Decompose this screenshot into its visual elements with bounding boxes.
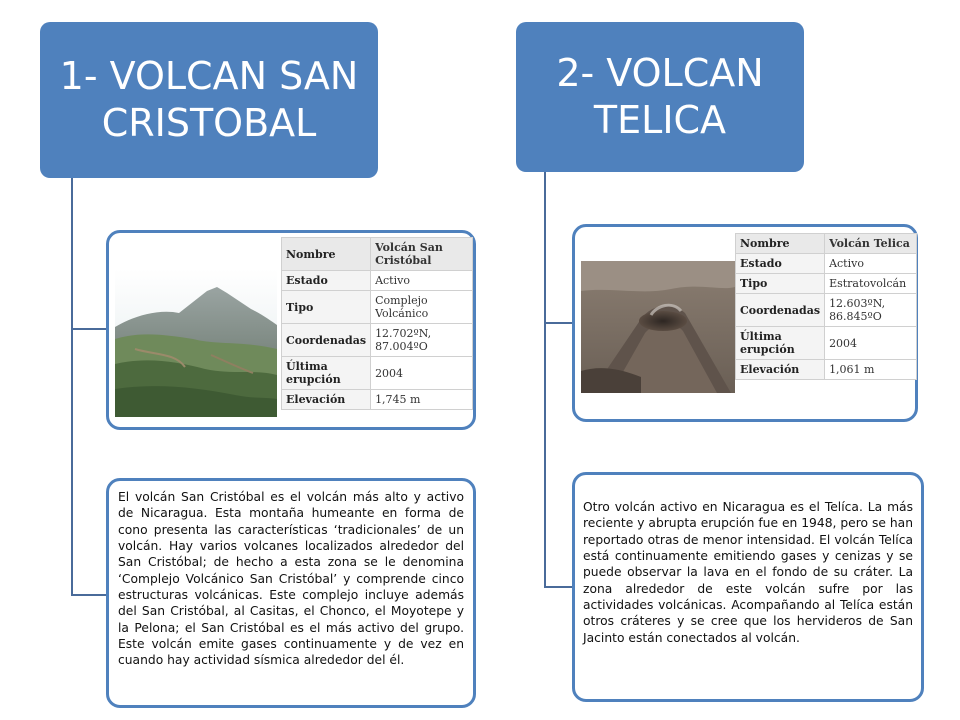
table-value: 12.702ºN, 87.004ºO (371, 324, 473, 357)
table-value: 1,745 m (371, 390, 473, 410)
table-value: Activo (371, 271, 473, 291)
table-value: Activo (825, 254, 917, 274)
connector-line (544, 322, 572, 324)
volcan-telica-photo (581, 261, 735, 393)
table-key: Estado (282, 271, 371, 291)
table-key: Elevación (736, 360, 825, 380)
table-value: Complejo Volcánico (371, 291, 473, 324)
table-key: Nombre (736, 234, 825, 254)
table-row (282, 271, 473, 291)
connector-line (71, 178, 73, 596)
volcan-san-cristobal-photo (115, 269, 277, 417)
table-value: Volcán San Cristóbal (371, 238, 473, 271)
connector-line (544, 172, 546, 588)
table-key: Coordenadas (282, 324, 371, 357)
table-row (736, 274, 917, 294)
table-row (282, 357, 473, 390)
volcan-san-cristobal-table (281, 237, 473, 410)
volcan-telica-description: Otro volcán activo en Nicaragua es el Telíca. La más reciente y abrupta erupción fue en 1948, pero se han reportado otras de menor intensidad. El volcán Telíca está continuamente emitiendo gases y cenizas y se puede observar la lava en el fondo de su cráter. La zona alrededor de este volcán sufre por las actividades volcánicas. Acompañando al Telíca están otros cráteres y se cree que los hervideros de San Jacinto están conectados al volcán. (583, 500, 913, 645)
table-value: 1,061 m (825, 360, 917, 380)
table-value: Volcán Telica (825, 234, 917, 254)
table-row (282, 291, 473, 324)
table-key: Coordenadas (736, 294, 825, 327)
volcan-san-cristobal-title: 1- VOLCAN SAN CRISTOBAL (59, 53, 359, 145)
table-row (282, 238, 473, 271)
table-key: Última erupción (282, 357, 371, 390)
volcan-telica-header (516, 22, 804, 172)
table-value: 2004 (825, 327, 917, 360)
volcan-san-cristobal-info-card (106, 230, 476, 430)
volcan-telica-table (735, 233, 917, 380)
table-value: Estratovolcán (825, 274, 917, 294)
volcan-san-cristobal-header (40, 22, 378, 178)
table-row (282, 390, 473, 410)
table-key: Última erupción (736, 327, 825, 360)
table-value: 2004 (371, 357, 473, 390)
connector-line (71, 594, 106, 596)
table-row (736, 327, 917, 360)
table-row (736, 360, 917, 380)
table-key: Estado (736, 254, 825, 274)
volcan-san-cristobal-description: El volcán San Cristóbal es el volcán más alto y activo de Nicaragua. Esta montaña humeante en forma de cono presenta las características ‘tradicionales’ de un volcán. Hay varios volcanes localizados alrededor del San Cristóbal; de hecho a esta zona se le denomina ‘Complejo Volcánico San Cristóbal’ y comprende cinco estructuras volcánicas. Este complejo incluye además del San Cristóbal, al Casitas, el Chonco, el Moyotepe y la Pelona; el San Cristóbal es el más activo del grupo. Este volcán emite gases continuamente y de vez en cuando hay actividad sísmica alrededor del él. (118, 490, 464, 668)
volcan-telica-info-card (572, 224, 918, 422)
table-key: Tipo (282, 291, 371, 324)
table-row (282, 324, 473, 357)
connector-line (544, 586, 572, 588)
volcan-san-cristobal-description-card (106, 478, 476, 708)
table-key: Elevación (282, 390, 371, 410)
volcan-telica-title: 2- VOLCAN TELICA (556, 50, 764, 142)
volcan-telica-description-card (572, 472, 924, 702)
connector-line (71, 328, 106, 330)
table-key: Tipo (736, 274, 825, 294)
table-row (736, 234, 917, 254)
table-key: Nombre (282, 238, 371, 271)
table-row (736, 294, 917, 327)
table-row (736, 254, 917, 274)
table-value: 12.603ºN, 86.845ºO (825, 294, 917, 327)
